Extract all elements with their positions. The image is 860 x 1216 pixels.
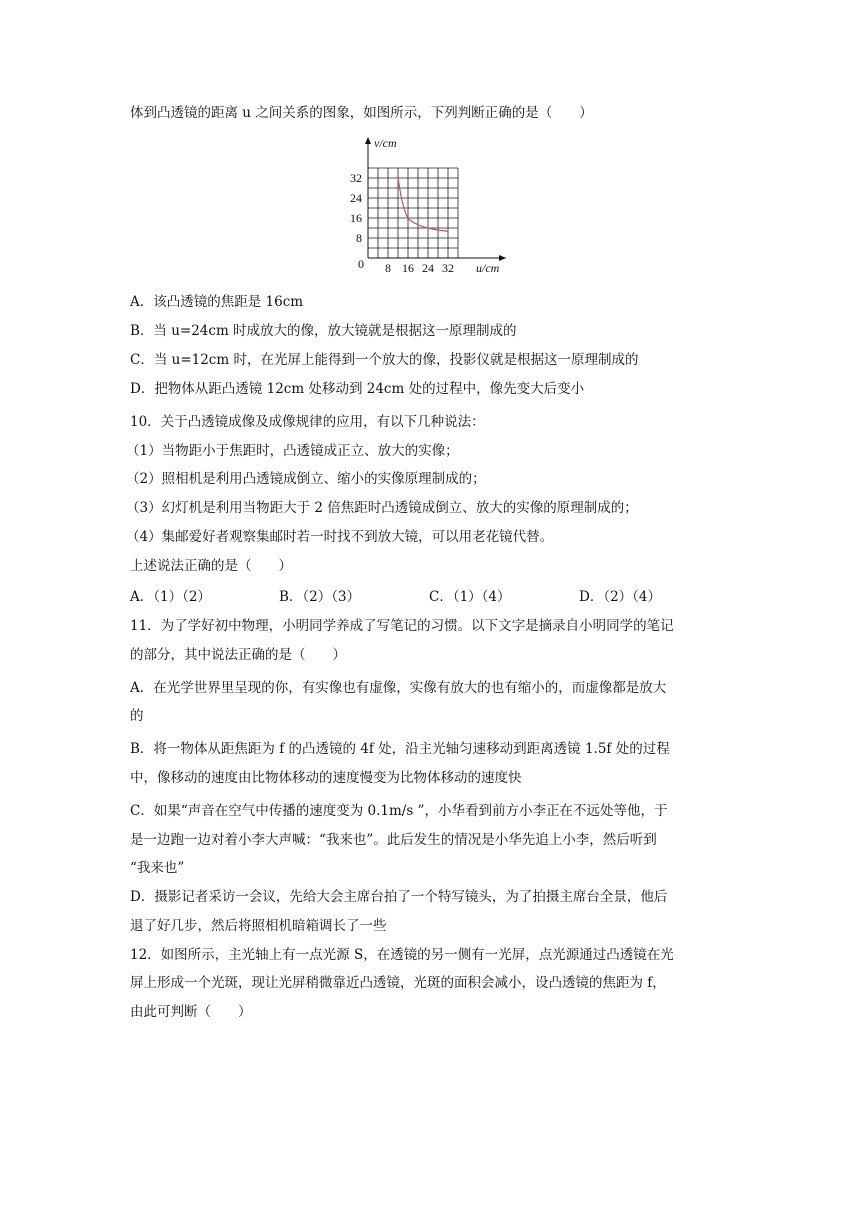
q12-line: 屏上形成一个光斑，现让光屏稍微靠近凸透镜，光斑的面积会减小，设凸透镜的焦距为 f， [130, 975, 666, 991]
x-tick-label: 8 [385, 261, 391, 275]
q9-option-a: A．该凸透镜的焦距是 16cm [130, 294, 304, 310]
q10-stem: 10．关于凸透镜成像及成像规律的应用，有以下几种说法： [130, 414, 485, 430]
q11-line: 的 [130, 708, 144, 724]
q11-line: A．在光学世界里呈现的你，有实像也有虚像，实像有放大的也有缩小的，而虚像都是放大 [130, 680, 667, 696]
q9-option-b: B．当 u=24cm 时成放大的像，放大镜就是根据这一原理制成的 [130, 323, 517, 339]
x-axis-label: u/cm [476, 261, 500, 275]
q11-line: 11．为了学好初中物理，小明同学养成了写笔记的习惯。以下文字是摘录自小明同学的笔记 [130, 618, 674, 634]
y-tick-labels [350, 171, 362, 245]
y-tick-label: 24 [350, 191, 362, 205]
q10-option-c: C．（1）（4） [429, 589, 511, 605]
q9-stem: 体到凸透镜的距离 u 之间关系的图象，如图所示，下列判断正确的是（ ） [130, 105, 593, 121]
x-axis-arrow [499, 255, 506, 261]
origin-label: 0 [358, 257, 364, 271]
q9-option-c: C．当 u=12cm 时，在光屏上能得到一个放大的像，投影仪就是根据这一原理制成的 [130, 352, 639, 368]
q12-line: 12．如图所示，主光轴上有一点光源 S，在透镜的另一侧有一光屏，点光源通过凸透镜在光 [130, 947, 674, 963]
q9-option-d: D．把物体从距凸透镜 12cm 处移动到 24cm 处的过程中，像先变大后变小 [130, 381, 585, 397]
y-axis-arrow [365, 137, 371, 144]
q11-line: D．摄影记者采访一会议，先给大会主席台拍了一个特写镜头，为了拍摄主席台全景，他后 [130, 889, 668, 905]
q11-line: 中，像移动的速度由比物体移动的速度慢变为比物体移动的速度快 [130, 770, 522, 786]
q11-line: 退了好几步，然后将照相机暗箱调长了一些 [130, 918, 387, 934]
chart-grid [368, 168, 458, 258]
q10-item-3: （3）幻灯机是利用当物距大于 2 倍焦距时凸透镜成倒立、放大的实像的原理制成的； [126, 500, 638, 516]
q10-item-2: （2）照相机是利用凸透镜成倒立、缩小的实像原理制成的； [126, 471, 486, 487]
y-axis-label: v/cm [374, 136, 397, 150]
q10-prompt: 上述说法正确的是（ ） [130, 558, 292, 574]
q12-line: 由此可判断（ ） [130, 1004, 252, 1020]
y-tick-label: 8 [356, 231, 362, 245]
q10-option-b: B．（2）（3） [279, 589, 361, 605]
x-tick-label: 16 [402, 261, 414, 275]
q11-line: C．如果“声音在空气中传播的速度变为 0.1m/s ”，小华看到前方小李正在不远处等他，于 [130, 803, 668, 819]
q11-line: 是一边跑一边对着小李大声喊：“我来也”。此后发生的情况是小华先追上小李，然后听到 [130, 832, 657, 848]
q11-line: 的部分，其中说法正确的是（ ） [130, 647, 346, 663]
q10-item-4: （4）集邮爱好者观察集邮时若一时找不到放大镜，可以用老花镜代替。 [126, 529, 554, 545]
chart-axes [365, 137, 506, 261]
q10-option-a: A．（1）（2） [130, 589, 211, 605]
x-tick-label: 24 [422, 261, 434, 275]
q10-item-1: （1）当物距小于焦距时，凸透镜成正立、放大的实像； [126, 443, 459, 459]
q10-option-d: D．（2）（4） [579, 589, 662, 605]
data-curve [398, 178, 448, 231]
y-tick-label: 16 [350, 211, 362, 225]
x-tick-labels [385, 261, 454, 275]
v-u-chart [346, 134, 514, 282]
x-tick-label: 32 [442, 261, 454, 275]
q11-line: B．将一物体从距焦距为 f 的凸透镜的 4f 处，沿主光轴匀速移动到距离透镜 1.5f 处的过程 [130, 741, 670, 757]
y-tick-label: 32 [350, 171, 362, 185]
q11-line: “我来也” [130, 860, 185, 876]
